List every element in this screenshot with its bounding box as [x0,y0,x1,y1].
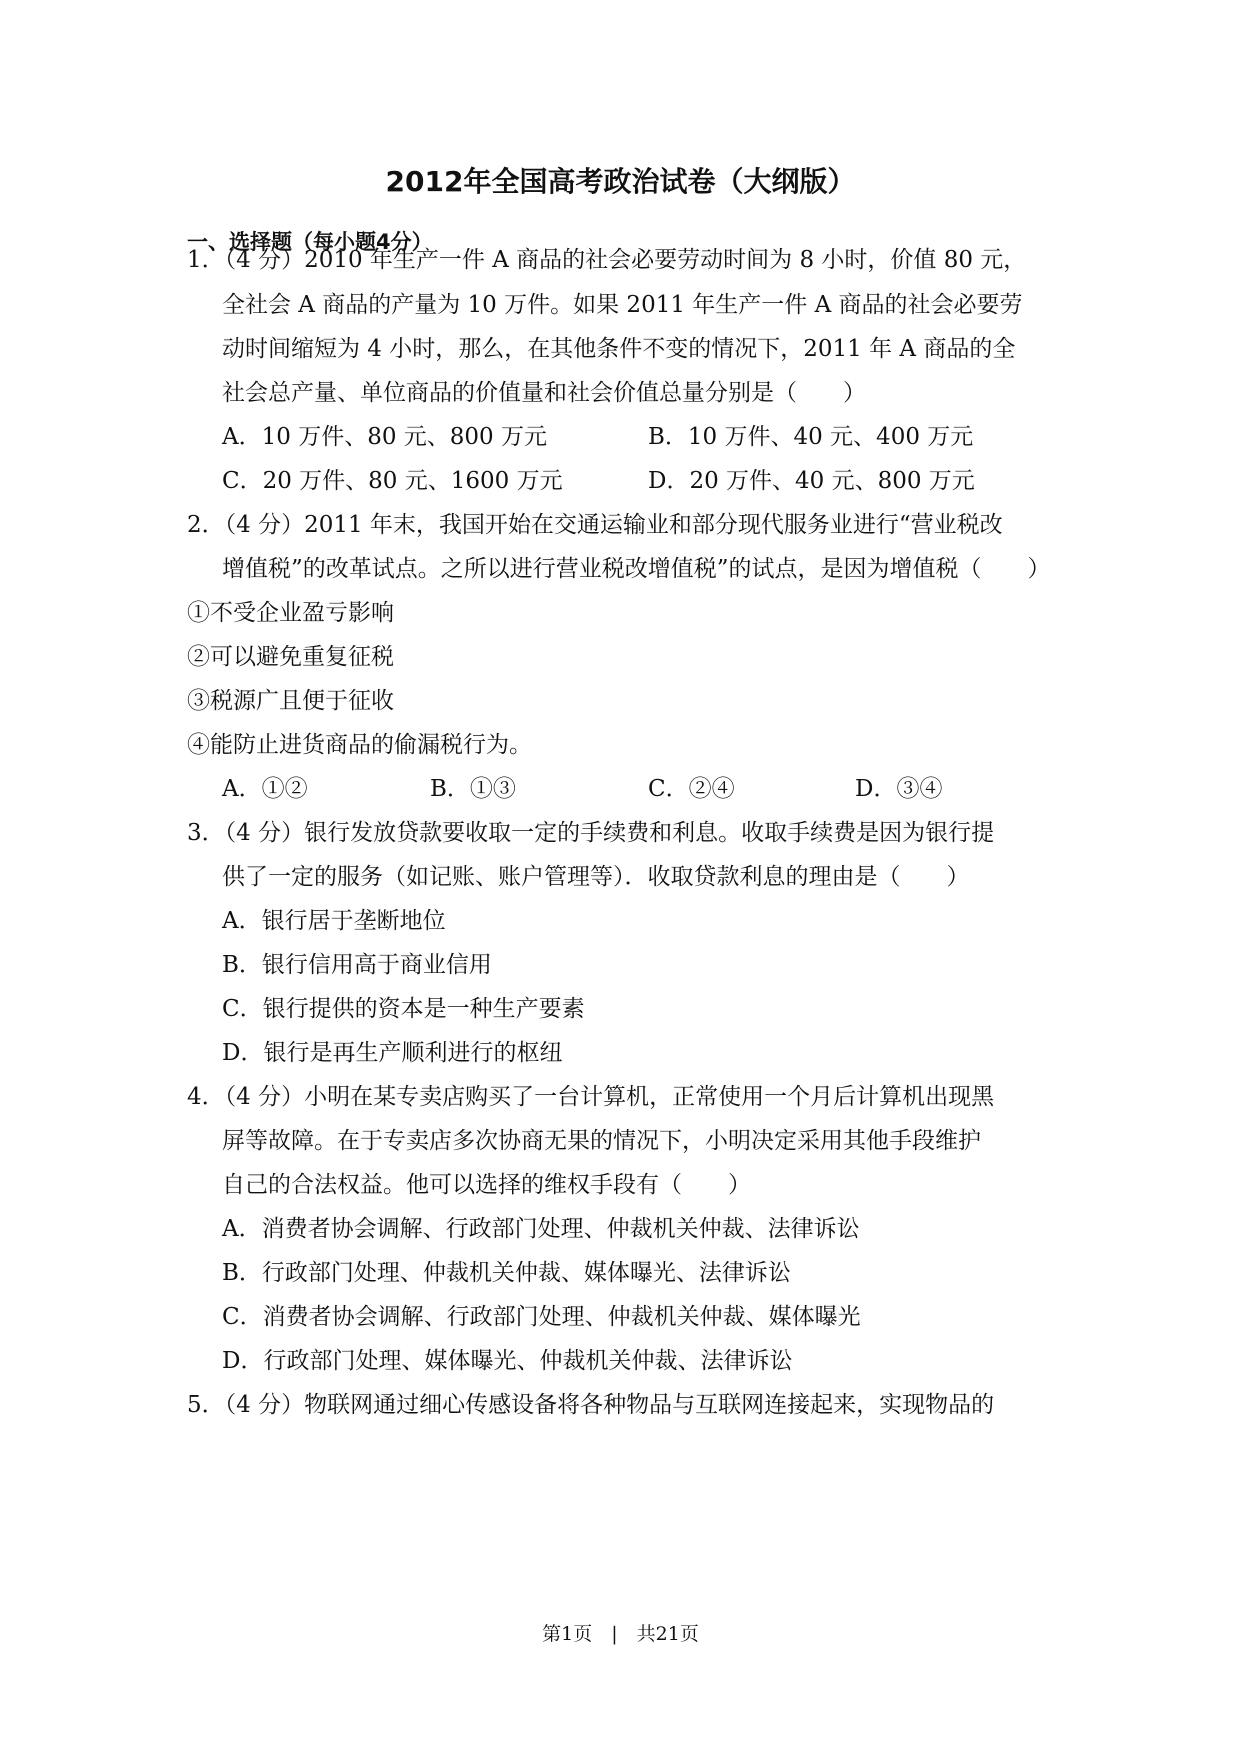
q2-statement-1: ①不受企业盈亏影响 [187,600,394,626]
q4-option-d: D．行政部门处理、媒体曝光、仲裁机关仲裁、法律诉讼 [222,1348,793,1374]
q4-line-1: 4．（4 分）小明在某专卖店购买了一台计算机，正常使用一个月后计算机出现黑 [187,1084,995,1110]
q2-option-b: B．①③ [430,776,516,802]
q2-option-a: A．①② [222,776,308,802]
q4-option-c: C．消费者协会调解、行政部门处理、仲裁机关仲裁、媒体曝光 [222,1304,861,1330]
q1-line-2: 全社会 A 商品的产量为 10 万件。如果 2011 年生产一件 A 商品的社会必要劳 [222,292,1023,318]
q2-option-d: D．③④ [855,776,943,802]
q1-option-b: B．10 万件、40 元、400 万元 [648,424,974,450]
q2-statement-2: ②可以避免重复征税 [187,644,394,670]
q1-option-a: A．10 万件、80 元、800 万元 [222,424,547,450]
page-footer: 第1页 | 共21页 [542,1623,699,1645]
q4-line-2: 屏等故障。在于专卖店多次协商无果的情况下，小明决定采用其他手段维护 [222,1128,981,1154]
q2-option-c: C．②④ [648,776,735,802]
q3-line-2: 供了一定的服务（如记账、账户管理等）．收取贷款利息的理由是（ ） [222,864,970,890]
q3-option-a: A．银行居于垄断地位 [222,908,446,934]
q3-line-1: 3．（4 分）银行发放贷款要收取一定的手续费和利息。收取手续费是因为银行提 [187,820,995,846]
q5-line-1: 5．（4 分）物联网通过细心传感设备将各种物品与互联网连接起来，实现物品的 [187,1392,995,1418]
q3-option-b: B．银行信用高于商业信用 [222,952,492,978]
q2-line-1: 2．（4 分）2011 年末，我国开始在交通运输业和部分现代服务业进行“营业税改 [187,512,1003,538]
q4-option-a: A．消费者协会调解、行政部门处理、仲裁机关仲裁、法律诉讼 [222,1216,860,1242]
page-title: 2012年全国高考政治试卷（大纲版） [385,165,856,198]
q2-statement-4: ④能防止进货商品的偷漏税行为。 [187,732,532,758]
q1-option-d: D．20 万件、40 元、800 万元 [648,468,975,494]
q1-line-4: 社会总产量、单位商品的价值量和社会价值总量分别是（ ） [222,380,866,406]
q1-line-3: 动时间缩短为 4 小时，那么，在其他条件不变的情况下，2011 年 A 商品的全 [222,336,1016,362]
q2-line-2: 增值税”的改革试点。之所以进行营业税改增值税”的试点，是因为增值税（ ） [222,556,1051,582]
q4-line-3: 自己的合法权益。他可以选择的维权手段有（ ） [222,1172,751,1198]
q4-option-b: B．行政部门处理、仲裁机关仲裁、媒体曝光、法律诉讼 [222,1260,791,1286]
q3-option-d: D．银行是再生产顺利进行的枢纽 [222,1040,563,1066]
q2-statement-3: ③税源广且便于征收 [187,688,394,714]
section-heading: 一、选择题（每小题4分） [187,230,433,254]
q1-option-c: C．20 万件、80 元、1600 万元 [222,468,563,494]
q3-option-c: C．银行提供的资本是一种生产要素 [222,996,585,1022]
q1-line-1: 1．（4 分）2010 年生产一件 A 商品的社会必要劳动时间为 8 小时，价值 80 元， [187,247,1027,273]
